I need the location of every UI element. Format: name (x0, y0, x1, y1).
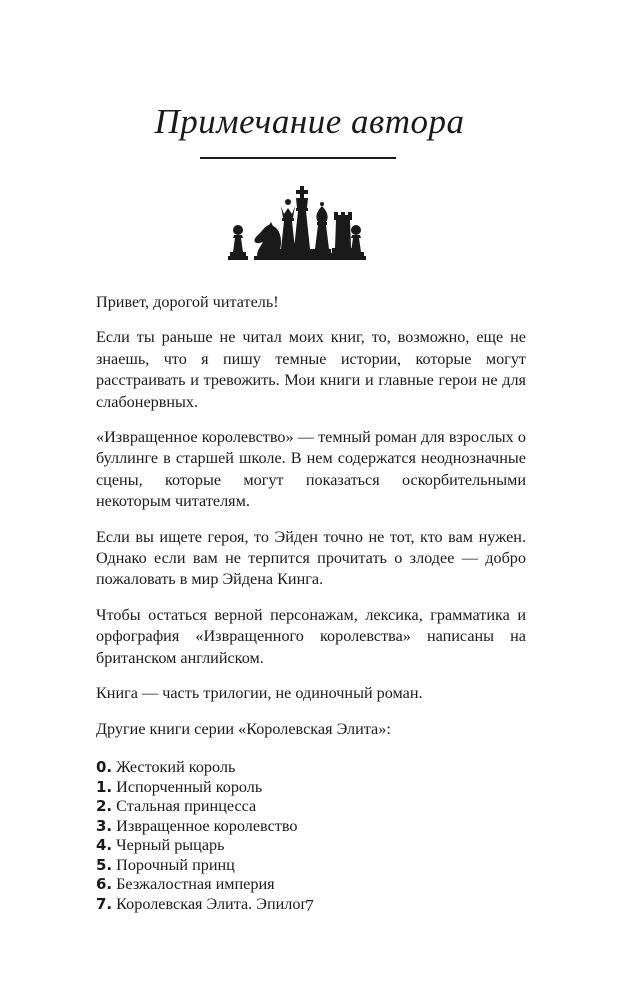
author-note-body (96, 292, 526, 915)
pawn-icon (228, 225, 248, 260)
chess-pieces-icon (226, 184, 366, 270)
book-number: 3. (96, 816, 113, 835)
book-title: Извращенное королевство (116, 816, 298, 835)
list-item (96, 817, 526, 837)
title-divider (200, 157, 396, 159)
paragraph: Книга — часть трилогии, не одиночный роман. (96, 684, 423, 703)
book-number: 4. (96, 836, 113, 855)
book-title: Жестокий король (116, 757, 236, 776)
book-number: 6. (96, 875, 113, 894)
list-item (96, 875, 526, 895)
paragraph: Если ты раньше не читал моих книг, то, возможно, еще не знаешь, что я пишу темные истории, которые могут расстраивать и тревожить. Мои книги и главные герои не для слабонервных. (96, 328, 526, 411)
list-item (96, 758, 526, 778)
book-title: Стальная принцесса (116, 797, 257, 816)
list-item (96, 836, 526, 856)
book-number: 7. (96, 895, 113, 914)
book-number: 1. (96, 777, 113, 796)
bishop-icon (311, 202, 333, 260)
book-number: 5. (96, 855, 113, 874)
book-title: Безжалостная империя (116, 875, 275, 894)
book-title: Испорченный король (116, 777, 263, 796)
list-item (96, 778, 526, 798)
list-item (96, 797, 526, 817)
book-title: Черный рыцарь (116, 836, 225, 855)
greeting: Привет, дорогой читатель! (96, 293, 279, 311)
paragraph: Если вы ищете героя, то Эйден точно не тот, кто вам нужен. Однако если вам не терпится прочитать о злодее — добро пожаловать в мир Эйдена Кинга. (96, 527, 526, 589)
book-number: 0. (96, 757, 113, 776)
page-title: Примечание автора (154, 102, 465, 141)
book-number: 2. (96, 797, 113, 816)
paragraph: Другие книги серии «Королевская Элита»: (96, 719, 391, 738)
book-title: Порочный принц (116, 855, 235, 874)
list-item (96, 856, 526, 876)
paragraph: «Извращенное королевство» — темный роман для взрослых о буллинге в старшей школе. В нем содержатся неоднозначные сцены, которые могут показаться оскорбительными некоторым читателям. (96, 428, 526, 511)
series-book-list (96, 758, 526, 915)
book-title: Королевская Элита. Эпилог (116, 895, 308, 914)
page-number: 7 (305, 896, 314, 915)
paragraph: Чтобы остаться верной персонажам, лексика, грамматика и орфография «Извращенного королевства» написаны на британском английском. (96, 605, 526, 667)
